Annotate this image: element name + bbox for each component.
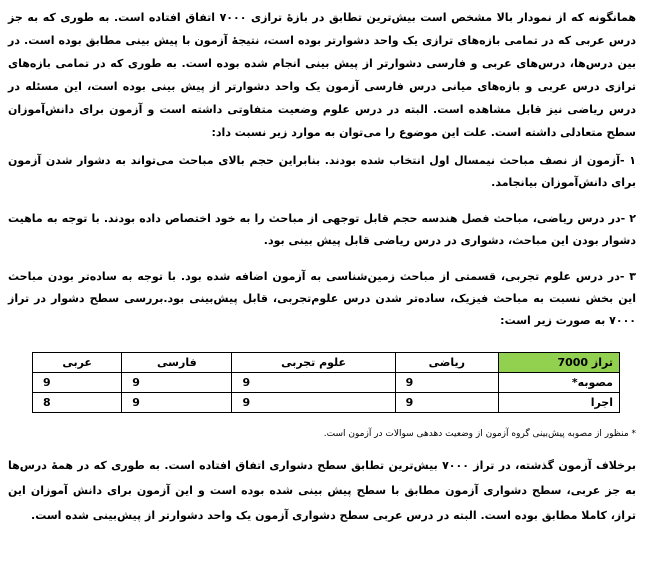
difficulty-table <box>32 352 620 413</box>
list-item-1: ۱ -آزمون از نصف مباحث نیمسال اول انتخاب شده بودند. بنابراین حجم بالای مباحث می‌تواند به دشوار شدن آزمون برای دانش‌آموزان بیانجامد. <box>8 154 636 189</box>
table-cell: 9 <box>33 373 122 393</box>
table-cell: 9 <box>395 393 498 413</box>
list-item-3: ۳ -در درس علوم تجربی، قسمتی از مباحث زمین‌شناسی به آزمون اضافه شده بود. با توجه به ساده‌تر بودن مباحث این بخش نسبت به مباحث فیزیک، ساده‌تر شدن درس علوم‌تجربی، قابل پیش‌بینی بود.بررسی سطح دشوار در تراز ۷۰۰۰ به صورت زیر است: <box>8 270 636 327</box>
intro-paragraph: همانگونه که از نمودار بالا مشخص است بیش‌ترین تطابق در بازهٔ ترازی ۷۰۰۰ اتفاق افتاده است. به طوری که به جز درس عربی که در تمامی بازه‌های ترازی یک واحد دشوارتر بوده است، نتیجهٔ آزمون با پیش بینی مطابق بوده است. در بین درس‌ها، درس‌های عربی و فارسی دشوارتر از پیش بینی انجام شده بوده است. به طوری که در تمامی بازه‌های ترازی درس عربی و بازه‌های میانی درس فارسی آزمون یک واحد دشوارتر از پیش بینی بوده است، این مسئله در درس ریاضی نیز قابل مشاهده است. البته در درس علوم وضعیت متفاوتی داشته است و آزمون برای دانش‌آموزان سطح متعادلی داشته است. علت این موضوع را می‌توان به موارد زیر نسبت داد: <box>8 11 636 139</box>
table-cell: 8 <box>33 393 122 413</box>
table-cell: 9 <box>122 373 232 393</box>
table-row <box>33 393 620 413</box>
table-row <box>33 373 620 393</box>
table-cell: 9 <box>232 373 395 393</box>
table-cell: 9 <box>232 393 395 413</box>
table-header-cell: فارسی <box>122 353 232 373</box>
table-header-row <box>33 353 620 373</box>
table-header-cell: ریاضی <box>395 353 498 373</box>
row-label: مصوبه* <box>499 373 620 393</box>
row-label: اجرا <box>499 393 620 413</box>
table-header-cell: علوم تجربی <box>232 353 395 373</box>
table-footnote: * منظور از مصوبه پیش‌بینی گروه آزمون از وضعیت دهدهی سوالات در آزمون است. <box>323 429 636 439</box>
table-cell: 9 <box>122 393 232 413</box>
closing-paragraph: برخلاف آزمون گذشته، در تراز ۷۰۰۰ بیش‌ترین تطابق سطح دشواری اتفاق افتاده است. به طوری که در همهٔ درس‌ها به جز عربی، سطح دشواری آزمون مطابق با سطح پیش بینی شده بوده است و این آزمون برای دانش آموزان این تراز، کاملا مطابق بوده است. البته در درس عربی سطح دشواری آزمون یک واحد دشوارتر از پیش‌بینی شده است. <box>8 459 636 522</box>
table-header-cell: عربی <box>33 353 122 373</box>
table-header-cell: تراز 7000 <box>499 353 620 373</box>
table-cell: 9 <box>395 373 498 393</box>
list-item-2: ۲ -در درس ریاضی، مباحث فصل هندسه حجم قابل توجهی از مباحث را به خود اختصاص داده بودند. با توجه به ماهیت دشوار بودن این مباحث، دشواری در درس ریاضی قابل پیش بینی بود. <box>8 212 636 247</box>
